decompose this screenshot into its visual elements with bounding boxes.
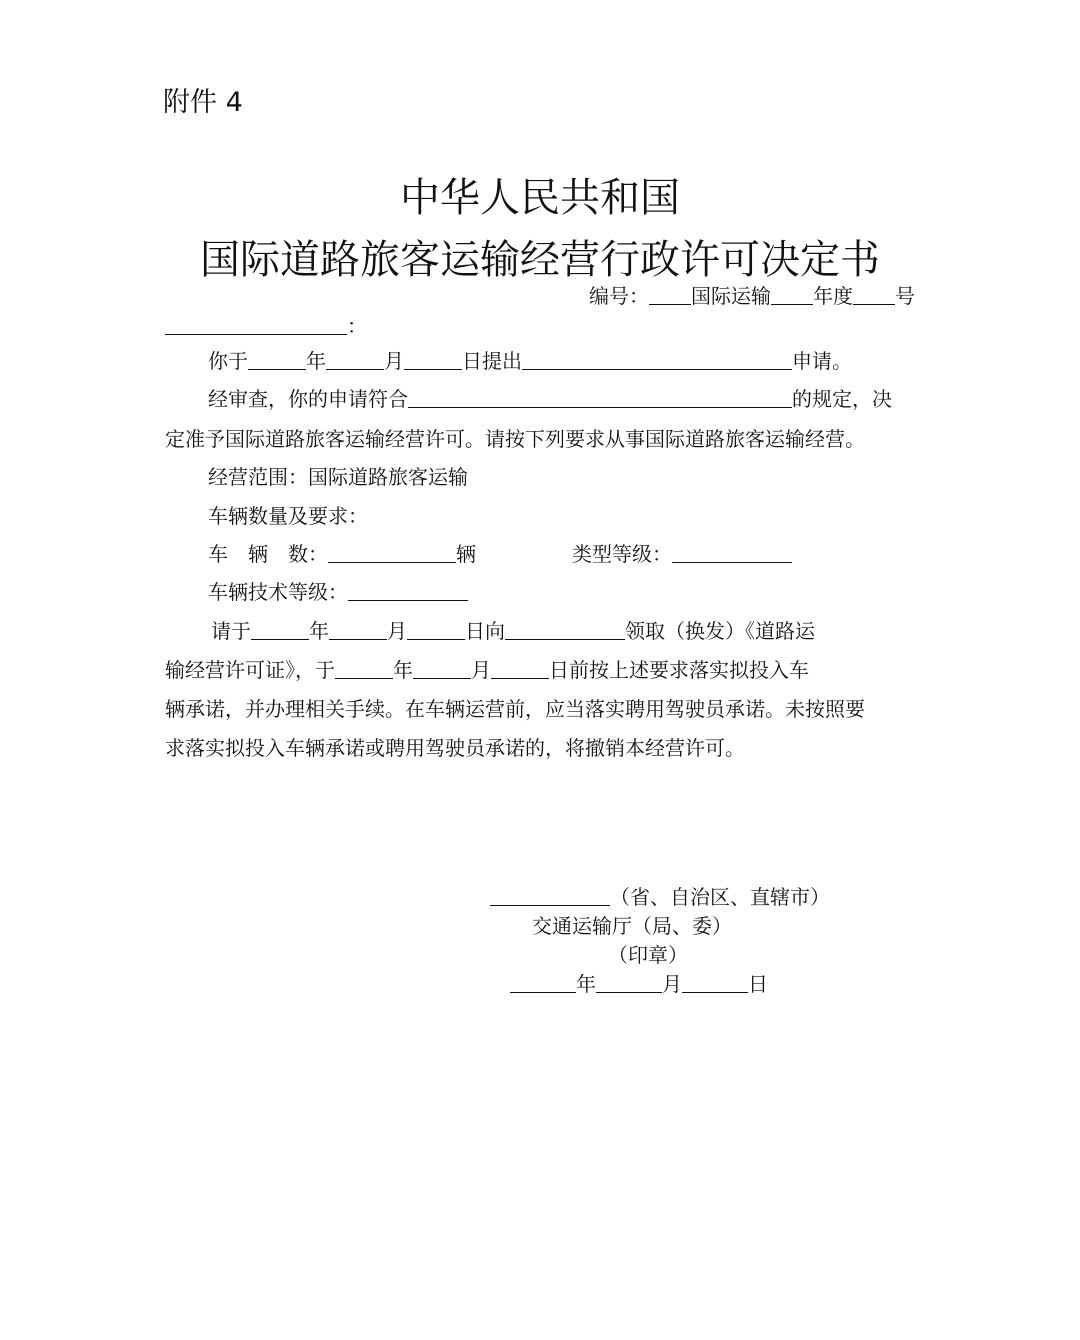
issue-month-blank[interactable] [596,972,662,993]
business-scope: 经营范围：国际道路旅客运输 [208,465,468,489]
collect-place-blank[interactable] [505,619,625,640]
application-date-line: 你于 年 月 日提出 申请。 [208,349,852,373]
apply-content-blank[interactable] [522,349,792,370]
collect-license-line: 请于 年 月 日向 领取（换发）《道路运 [211,619,815,643]
tech-grade-blank[interactable] [348,580,468,601]
commitment-text-1: 辆承诺，并办理相关手续。在车辆运营前，应当落实聘用驾驶员承诺。未按照要 [165,697,865,721]
number-blank-1[interactable] [649,284,691,305]
issue-year-blank[interactable] [510,972,576,993]
title-line-2: 国际道路旅客运输经营行政许可决定书 [200,237,880,283]
deadline-day-blank[interactable] [491,658,549,679]
issuing-region: （省、自治区、直辖市） [490,883,830,911]
region-blank[interactable] [490,885,610,906]
document-number: 编号： 国际运输 年度 号 [589,284,915,308]
issue-day-blank[interactable] [682,972,748,993]
collect-month-blank[interactable] [329,619,387,640]
tech-grade-line: 车辆技术等级： [165,578,915,606]
collect-day-blank[interactable] [407,619,465,640]
regulation-blank[interactable] [408,387,792,408]
number-blank-2[interactable] [771,284,813,305]
apply-day-blank[interactable] [404,349,462,370]
addressee-blank[interactable] [165,314,347,335]
type-grade-blank[interactable] [672,542,792,563]
title-line-1: 中华人民共和国 [400,175,680,221]
vehicle-count-line: 车 辆 数： 辆 类型等级： [165,540,915,568]
issuing-department: 交通运输厅（局、委） [532,914,732,938]
vehicle-count-blank[interactable] [328,542,456,563]
approval-text: 定准予国际道路旅客运输经营许可。请按下列要求从事国际道路旅客运输经营。 [165,427,865,451]
review-line: 经审查，你的申请符合 的规定，决 [208,387,892,411]
issue-date: 年 月 日 [510,970,768,998]
apply-month-blank[interactable] [326,349,384,370]
vehicle-requirements-label: 车辆数量及要求： [208,504,368,528]
apply-year-blank[interactable] [248,349,306,370]
deadline-year-blank[interactable] [335,658,393,679]
deadline-line: 输经营许可证》，于 年 月 日前按上述要求落实拟投入车 [165,658,809,682]
commitment-text-2: 求落实拟投入车辆承诺或聘用驾驶员承诺的，将撤销本经营许可。 [165,736,745,760]
addressee-line: ： [165,312,915,340]
collect-year-blank[interactable] [251,619,309,640]
attachment-label: 附件 4 [163,87,243,118]
seal-label: （印章） [608,943,688,967]
deadline-month-blank[interactable] [413,658,471,679]
number-blank-3[interactable] [853,284,895,305]
